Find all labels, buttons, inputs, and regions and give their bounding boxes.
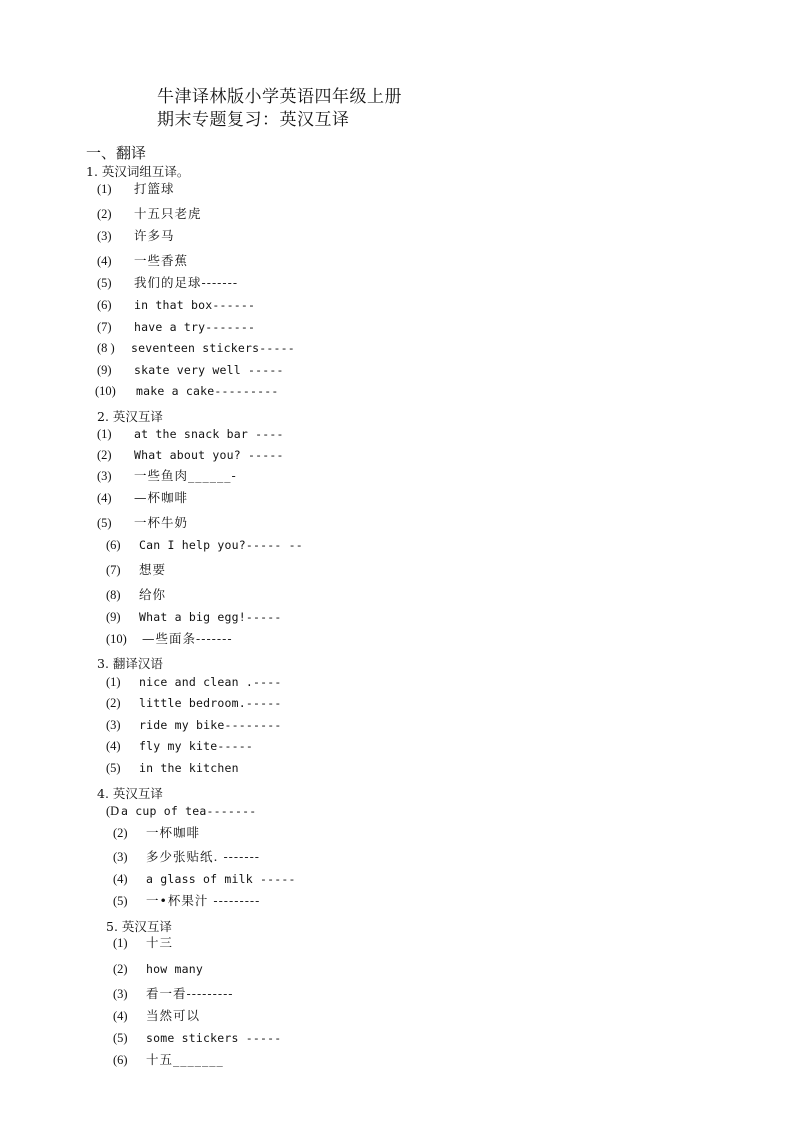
item-text: —杯咖啡 (134, 490, 189, 505)
exercise-item (97, 466, 697, 486)
item-text: 十五_______ (146, 1052, 224, 1067)
item-text: skate very well ----- (134, 363, 284, 377)
item-text: 看一看--------- (146, 986, 234, 1001)
item-number: (1) (97, 182, 112, 196)
item-number: (7) (106, 563, 121, 577)
item-text: 许多马 (134, 228, 175, 243)
item-text: 一•杯果汁 --------- (146, 893, 261, 908)
exercise-item (106, 607, 706, 627)
item-number: (10) (95, 384, 116, 398)
item-text: 十三 (146, 935, 174, 950)
exercise-item (106, 758, 706, 778)
exercise-item (97, 338, 697, 358)
exercise-item (113, 869, 713, 889)
exercise-item (97, 295, 697, 315)
item-number: (8) (106, 588, 121, 602)
item-text: —些面条------- (142, 631, 233, 646)
item-number: (4) (113, 872, 128, 886)
item-number: (2) (97, 448, 112, 462)
exercise-item (113, 823, 713, 843)
item-text: 我们的足球------- (134, 275, 239, 290)
item-number: (2) (97, 207, 112, 221)
item-number: (6) (106, 538, 121, 552)
exercise-item (97, 445, 697, 465)
item-text: how many (146, 962, 203, 976)
item-text: What a big egg!----- (139, 610, 282, 624)
item-text: seventeen stickers----- (131, 341, 295, 355)
item-number: (5) (106, 761, 121, 775)
item-number: (2) (106, 696, 121, 710)
item-text: a cup of tea------- (121, 804, 257, 818)
item-text: 想要 (139, 562, 167, 577)
exercise-item (113, 1050, 713, 1070)
item-number: (5) (97, 276, 112, 290)
exercise-item (97, 488, 697, 508)
item-text: nice and clean .---- (139, 675, 282, 689)
title-line-1: 牛津译林版小学英语四年级上册 (157, 87, 402, 107)
item-text: 打篮球 (134, 181, 175, 196)
group-heading: 5. 英汉互译 (106, 919, 172, 934)
item-number: (9) (106, 610, 121, 624)
item-number: (7) (97, 320, 112, 334)
exercise-item (97, 360, 697, 380)
item-text: 一些鱼肉______- (134, 468, 237, 483)
item-text: 一杯牛奶 (134, 515, 189, 530)
item-text: 当然可以 (146, 1008, 201, 1023)
item-text: in the kitchen (139, 761, 239, 775)
group-heading: 2. 英汉互译 (97, 409, 163, 424)
exercise-item (97, 251, 697, 271)
item-number: (3) (106, 718, 121, 732)
item-text: fly my kite----- (139, 739, 253, 753)
exercise-item (95, 381, 695, 401)
exercise-item (106, 693, 706, 713)
item-number: (4) (97, 254, 112, 268)
item-number: (D (106, 804, 120, 818)
item-number: (9) (97, 363, 112, 377)
item-number: (4) (106, 739, 121, 753)
item-number: (6) (113, 1053, 128, 1067)
exercise-item (106, 629, 706, 649)
item-text: 给你 (139, 587, 167, 602)
exercise-item (106, 672, 706, 692)
item-number: (1) (97, 427, 112, 441)
exercise-item (106, 535, 706, 555)
item-text: ride my bike-------- (139, 718, 282, 732)
exercise-item (113, 959, 713, 979)
item-number: (4) (113, 1009, 128, 1023)
item-text: 一些香蕉 (134, 253, 189, 268)
item-number: (2) (113, 826, 128, 840)
exercise-item (106, 736, 706, 756)
item-number: (3) (97, 229, 112, 243)
exercise-item (113, 1028, 713, 1048)
item-number: (5) (113, 894, 128, 908)
item-text: Can I help you?----- -- (139, 538, 303, 552)
item-number: (1) (113, 936, 128, 950)
exercise-item (97, 226, 697, 246)
item-number: (2) (113, 962, 128, 976)
section-heading: 一、翻译 (86, 144, 147, 162)
exercise-item (97, 204, 697, 224)
item-text: make a cake--------- (136, 384, 279, 398)
item-number: (3) (97, 469, 112, 483)
item-text: a glass of milk ----- (146, 872, 296, 886)
item-text: 多少张贴纸. ------- (146, 849, 261, 864)
item-number: (10) (106, 632, 127, 646)
exercise-item (113, 984, 713, 1004)
item-text: What about you? ----- (134, 448, 284, 462)
item-text: 十五只老虎 (134, 206, 202, 221)
group-heading: 3. 翻译汉语 (97, 656, 163, 671)
exercise-item (97, 179, 697, 199)
item-text: have a try------- (134, 320, 256, 334)
exercise-item (106, 715, 706, 735)
exercise-item (113, 891, 713, 911)
exercise-item (106, 585, 706, 605)
group-heading: 1. 英汉词组互译。 (86, 164, 190, 179)
item-text: in that box------ (134, 298, 256, 312)
item-text: 一杯咖啡 (146, 825, 201, 840)
item-text: some stickers ----- (146, 1031, 282, 1045)
item-number: (3) (113, 987, 128, 1001)
item-number: (5) (113, 1031, 128, 1045)
item-number: (4) (97, 491, 112, 505)
item-number: (3) (113, 850, 128, 864)
item-number: (8 ) (97, 341, 115, 355)
group-heading: 4. 英汉互译 (97, 786, 163, 801)
item-number: (1) (106, 675, 121, 689)
exercise-item (113, 1006, 713, 1026)
exercise-item (113, 847, 713, 867)
exercise-item (97, 424, 697, 444)
exercise-item (106, 560, 706, 580)
exercise-item (97, 513, 697, 533)
item-number: (5) (97, 516, 112, 530)
exercise-item (97, 317, 697, 337)
exercise-item (106, 801, 706, 821)
item-number: (6) (97, 298, 112, 312)
item-text: at the snack bar ---- (134, 427, 284, 441)
item-text: little bedroom.----- (139, 696, 282, 710)
title-line-2: 期末专题复习：英汉互译 (157, 110, 350, 130)
exercise-item (113, 933, 713, 953)
exercise-item (97, 273, 697, 293)
